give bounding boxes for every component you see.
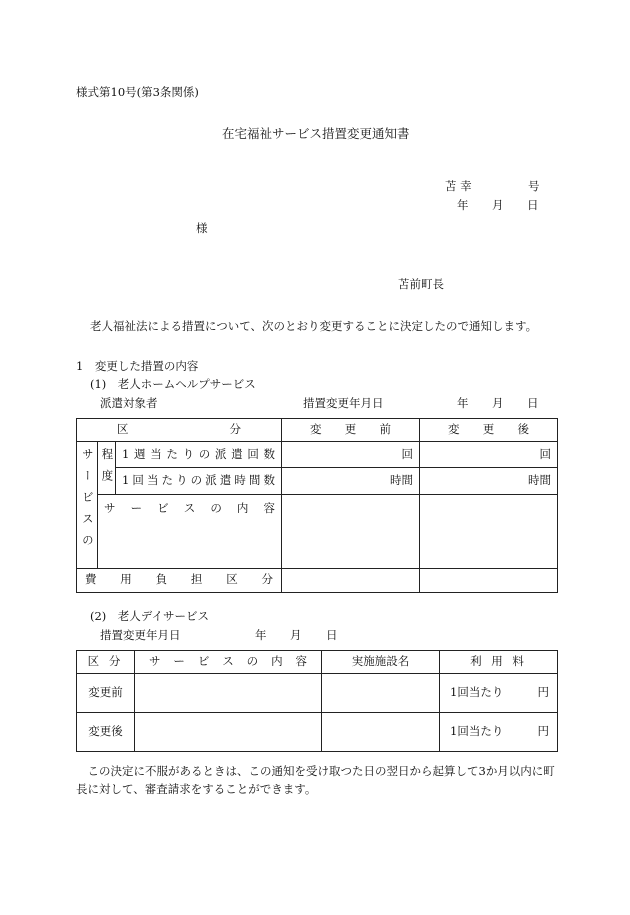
subsection1-heading: (1) 老人ホームヘルプサービス (90, 377, 256, 391)
table-row (77, 713, 558, 752)
issue-date-month: 月 (492, 198, 504, 212)
table-header-row (77, 419, 558, 442)
after-facility-cell (322, 713, 440, 752)
header-before: 変 更 前 (282, 419, 420, 442)
header-after: 変 更 後 (420, 419, 558, 442)
daycare-date-year: 年 (255, 628, 267, 642)
hours-after-cell: 時間 (420, 468, 558, 494)
section1-heading: 1 変更した措置の内容 (76, 359, 199, 373)
table-row (77, 442, 558, 468)
before-fee-cell: 1回当たり 円 (440, 674, 558, 713)
before-facility-cell (322, 674, 440, 713)
issuer-name: 苫前町長 (398, 277, 444, 291)
content-before-cell (282, 494, 420, 568)
change-date-label: 措置変更年月日 (303, 396, 384, 410)
table-row (77, 468, 558, 494)
header-fee: 利 用 料 (440, 651, 558, 674)
row-cost-label: 費用負担区分 (77, 568, 282, 592)
intro-text: 老人福祉法による措置について、次のとおり変更することに決定したので通知します。 (90, 319, 538, 333)
change-date-day: 日 (527, 396, 539, 410)
header-category: 区 分 (77, 419, 282, 442)
after-fee-cell: 1回当たり 円 (440, 713, 558, 752)
daycare-change-date-label: 措置変更年月日 (100, 628, 181, 642)
row-content-label: サービスの内容 (98, 494, 282, 568)
document-title: 在宅福祉サービス措置変更通知書 (222, 126, 410, 141)
header-category: 区 分 (77, 651, 135, 674)
appeal-notice: この決定に不服があるときは、この通知を受け取つた日の翌日から起算して3か月以内に町長に対して、審査請求をすることができます。 (76, 764, 555, 796)
daycare-date-day: 日 (326, 628, 338, 642)
change-date-month: 月 (492, 396, 504, 410)
table-row (77, 568, 558, 592)
document-number-suffix: 号 (528, 179, 540, 193)
subsection2-heading: (2) 老人デイサービス (90, 609, 209, 623)
after-content-cell (135, 713, 322, 752)
table-row (77, 674, 558, 713)
daycare-table (76, 650, 558, 752)
weekly-after-cell: 回 (420, 442, 558, 468)
hours-before-cell: 時間 (282, 468, 420, 494)
group-label-service: サービスの (77, 442, 98, 569)
content-after-cell (420, 494, 558, 568)
daycare-date-month: 月 (290, 628, 302, 642)
before-content-cell (135, 674, 322, 713)
dispatch-target-label: 派遣対象者 (100, 396, 158, 410)
row-weekly-count-label: 1週当たりの派遣回数 (116, 442, 282, 468)
header-service-content: サービスの内容 (135, 651, 322, 674)
change-date-year: 年 (457, 396, 469, 410)
group-label-degree: 程度 (98, 442, 116, 495)
table-row (77, 494, 558, 568)
cost-before-cell (282, 568, 420, 592)
row-before-label: 変更前 (77, 674, 135, 713)
row-hours-label: 1回当たりの派遣時間数 (116, 468, 282, 494)
form-number: 様式第10号(第3条関係) (76, 85, 199, 99)
issue-date-day: 日 (527, 198, 539, 212)
issue-date-year: 年 (457, 198, 469, 212)
addressee-suffix: 様 (196, 221, 208, 235)
homehelp-table (76, 418, 558, 593)
header-facility: 実施施設名 (322, 651, 440, 674)
weekly-before-cell: 回 (282, 442, 420, 468)
table-header-row (77, 651, 558, 674)
row-after-label: 変更後 (77, 713, 135, 752)
document-number-prefix: 苫 幸 (445, 179, 472, 193)
cost-after-cell (420, 568, 558, 592)
